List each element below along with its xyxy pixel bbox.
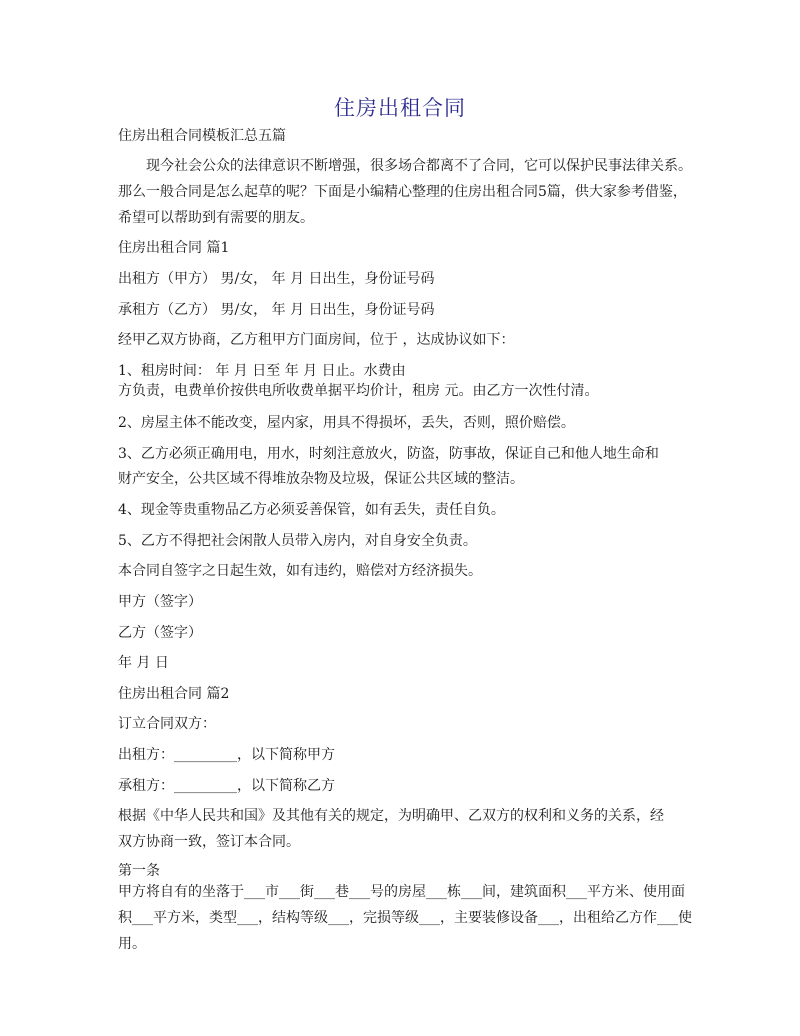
clause4: 4、现金等贵重物品乙方必须妥善保管，如有丢失，责任自负。 bbox=[118, 502, 505, 518]
clause1-line-1: 1、租房时间： 年 月 日至 年 月 日止。水费由 bbox=[118, 363, 406, 379]
party-a-signature: 甲方（签字） bbox=[118, 594, 202, 610]
law-line-1: 根据《中华人民共和国》及其他有关的规定，为明确甲、乙双方的权利和义务的关系，经 bbox=[118, 808, 664, 824]
agreement-line: 经甲乙双方协商，乙方租甲方门面房间，位于 ，达成协议如下： bbox=[118, 332, 515, 348]
article1-line-3: 用。 bbox=[118, 936, 146, 952]
lessor2-line: 出租方：_________，以下简称甲方 bbox=[118, 747, 335, 763]
article1-line-2: 积___平方米，类型___，结构等级___，完损等级___，主要装修设备___，出租给乙方作___使 bbox=[118, 910, 692, 926]
parties-heading: 订立合同双方： bbox=[118, 716, 216, 732]
law-line-2: 双方协商一致，签订本合同。 bbox=[118, 834, 300, 850]
lessor-line: 出租方（甲方） 男/女， 年 月 日出生，身份证号码 bbox=[118, 271, 435, 287]
party-b-signature: 乙方（签字） bbox=[118, 625, 202, 641]
section2-heading: 住房出租合同 篇2 bbox=[118, 686, 230, 702]
document-title: 住房出租合同 bbox=[334, 96, 466, 120]
clause5: 5、乙方不得把社会闲散人员带入房内，对自身安全负责。 bbox=[118, 533, 477, 549]
clause3-line-2: 财产安全，公共区域不得堆放杂物及垃圾，保证公共区域的整洁。 bbox=[118, 471, 524, 487]
clause2: 2、房屋主体不能改变，屋内家，用具不得损坏，丢失，否则，照价赔偿。 bbox=[118, 415, 575, 431]
clause3-line-1: 3、乙方必须正确用电，用水，时刻注意放火，防盗，防事故，保证自己和他人地生命和 bbox=[118, 446, 659, 462]
effective-line: 本合同自签字之日起生效，如有违约，赔偿对方经济损失。 bbox=[118, 563, 482, 579]
article1-heading: 第一条 bbox=[118, 863, 160, 879]
article1-line-1: 甲方将自有的坐落于___市___街___巷___号的房屋___栋___间，建筑面积___平方米、使用面 bbox=[118, 884, 685, 900]
document-subtitle: 住房出租合同模板汇总五篇 bbox=[118, 128, 286, 144]
date-line: 年 月 日 bbox=[118, 655, 169, 671]
section1-heading: 住房出租合同 篇1 bbox=[118, 240, 230, 256]
lessee2-line: 承租方：_________，以下简称乙方 bbox=[118, 778, 335, 794]
intro-line-3: 希望可以帮助到有需要的朋友。 bbox=[118, 210, 314, 226]
clause1-line-2: 方负责，电费单价按供电所收费单据平均价计，租房 元。由乙方一次性付清。 bbox=[118, 383, 599, 399]
lessee-line: 承租方（乙方） 男/女， 年 月 日出生，身份证号码 bbox=[118, 302, 435, 318]
intro-line-1: 现今社会公众的法律意识不断增强，很多场合都离不了合同，它可以保护民事法律关系。 bbox=[146, 158, 692, 174]
intro-line-2: 那么一般合同是怎么起草的呢？下面是小编精心整理的住房出租合同5篇，供大家参考借鉴， bbox=[118, 184, 687, 200]
